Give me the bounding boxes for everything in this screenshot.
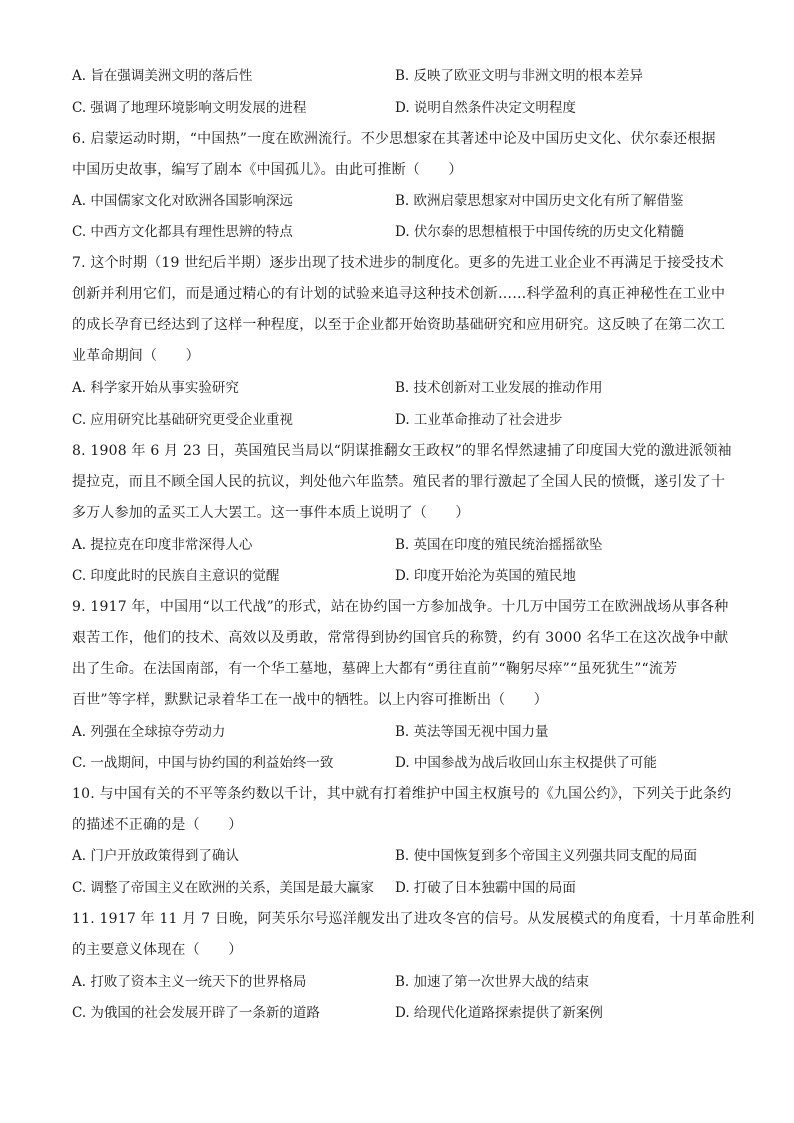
q8-option-d: D. 印度开始沦为英国的殖民地 <box>395 568 576 584</box>
q11-option-d: D. 给现代化道路探索提供了新案例 <box>395 1005 603 1021</box>
q5-option-a: A. 旨在强调美洲文明的落后性 <box>72 68 253 84</box>
q11-stem-line-2: 的主要意义体现在（ ） <box>72 942 243 958</box>
q5-option-d: D. 说明自然条件决定文明程度 <box>395 100 576 116</box>
q9-stem-line-1: 9. 1917 年，中国用“以工代战”的形式，站在协约国一方参加战争。十几万中国劳工在欧洲战场从事各种 <box>72 599 729 615</box>
q7-option-d: D. 工业革命推动了社会进步 <box>395 412 563 428</box>
q10-stem-line-1: 10. 与中国有关的不平等条约数以千计，其中就有打着维护中国主权旗号的《九国公约》，下列关于此条约 <box>72 786 732 802</box>
q6-option-d: D. 伏尔泰的思想植根于中国传统的历史文化精髓 <box>395 224 684 240</box>
q9-option-c: C. 一战期间，中国与协约国的利益始终一致 <box>72 755 334 771</box>
q6-option-b: B. 欧洲启蒙思想家对中国历史文化有所了解借鉴 <box>395 193 684 209</box>
q8-stem-line-3: 多万人参加的孟买工人大罢工。这一事件本质上说明了（ ） <box>72 505 470 521</box>
q10-stem-line-2: 的描述不正确的是（ ） <box>72 817 243 833</box>
q7-stem-line-1: 7. 这个时期（19 世纪后半期）逐步出现了技术进步的制度化。更多的先进工业企业不再满足于接受技术 <box>72 255 724 271</box>
q5-option-b: B. 反映了欧亚文明与非洲文明的根本差异 <box>395 68 644 84</box>
q7-stem-line-2: 创新并利用它们，而是通过精心的有计划的试验来追寻这种技术创新……科学盈利的真正神秘性在工业中 <box>72 286 726 302</box>
q9-stem-line-2: 艰苦工作，他们的技术、高效以及勇敢，常常得到协约国官兵的称赞，约有 3000 名华工在这次战争中献 <box>72 630 729 646</box>
q6-option-a: A. 中国儒家文化对欧洲各国影响深远 <box>72 193 293 209</box>
q9-option-d: D. 中国参战为战后收回山东主权提供了可能 <box>395 755 657 771</box>
q8-option-b: B. 英国在印度的殖民统治摇摇欲坠 <box>395 537 603 553</box>
q8-stem-line-1: 8. 1908 年 6 月 23 日，英国殖民当局以“阴谋推翻女王政权”的罪名悍然逮捕了印度国大党的激进派领袖 <box>72 443 732 459</box>
q6-option-c: C. 中西方文化都具有理性思辨的特点 <box>72 224 293 240</box>
q11-option-b: B. 加速了第一次世界大战的结束 <box>395 974 590 990</box>
q10-option-a: A. 门户开放政策得到了确认 <box>72 848 239 864</box>
q10-option-c: C. 调整了帝国主义在欧洲的关系，美国是最大赢家 <box>72 880 374 896</box>
q8-option-c: C. 印度此时的民族自主意识的觉醒 <box>72 568 280 584</box>
q11-option-a: A. 打败了资本主义一统天下的世界格局 <box>72 974 307 990</box>
q7-option-c: C. 应用研究比基础研究更受企业重视 <box>72 412 293 428</box>
q7-option-a: A. 科学家开始从事实验研究 <box>72 380 239 396</box>
q6-stem-line-1: 6. 启蒙运动时期，“中国热”一度在欧洲流行。不少思想家在其著述中论及中国历史文化、伏尔泰还根据 <box>72 131 716 147</box>
q7-stem-line-3: 的成长孕育已经达到了这样一种程度，以至于企业都开始资助基础研究和应用研究。这反映了在第二次工 <box>72 317 726 333</box>
q9-stem-line-4: 百世”等字样，默默记录着华工在一战中的牺牲。以上内容可推断出（ ） <box>72 692 548 708</box>
q11-option-c: C. 为俄国的社会发展开辟了一条新的道路 <box>72 1005 320 1021</box>
q7-stem-line-4: 业革命期间（ ） <box>72 348 200 364</box>
q8-stem-line-2: 提拉克，而且不顾全国人民的抗议，判处他六年监禁。殖民者的罪行激起了全国人民的愤慨，遂引发了十 <box>72 474 726 490</box>
q10-option-d: D. 打破了日本独霸中国的局面 <box>395 880 576 896</box>
q7-option-b: B. 技术创新对工业发展的推动作用 <box>395 380 603 396</box>
q5-option-c: C. 强调了地理环境影响文明发展的进程 <box>72 100 307 116</box>
q10-option-b: B. 使中国恢复到多个帝国主义列强共同支配的局面 <box>395 848 698 864</box>
q9-stem-line-3: 出了生命。在法国南部，有一个华工墓地，墓碑上大都有“勇往直前”“鞠躬尽瘁”“虽死犹生”“流芳 <box>72 661 678 677</box>
q9-option-b: B. 英法等国无视中国力量 <box>395 724 549 740</box>
q6-stem-line-2: 中国历史故事，编写了剧本《中国孤儿》。由此可推断（ ） <box>72 162 463 178</box>
q11-stem-line-1: 11. 1917 年 11 月 7 日晚，阿芙乐尔号巡洋舰发出了进攻冬宫的信号。从发展模式的角度看，十月革命胜利 <box>72 911 755 927</box>
q9-option-a: A. 列强在全球掠夺劳动力 <box>72 724 226 740</box>
q8-option-a: A. 提拉克在印度非常深得人心 <box>72 537 253 553</box>
